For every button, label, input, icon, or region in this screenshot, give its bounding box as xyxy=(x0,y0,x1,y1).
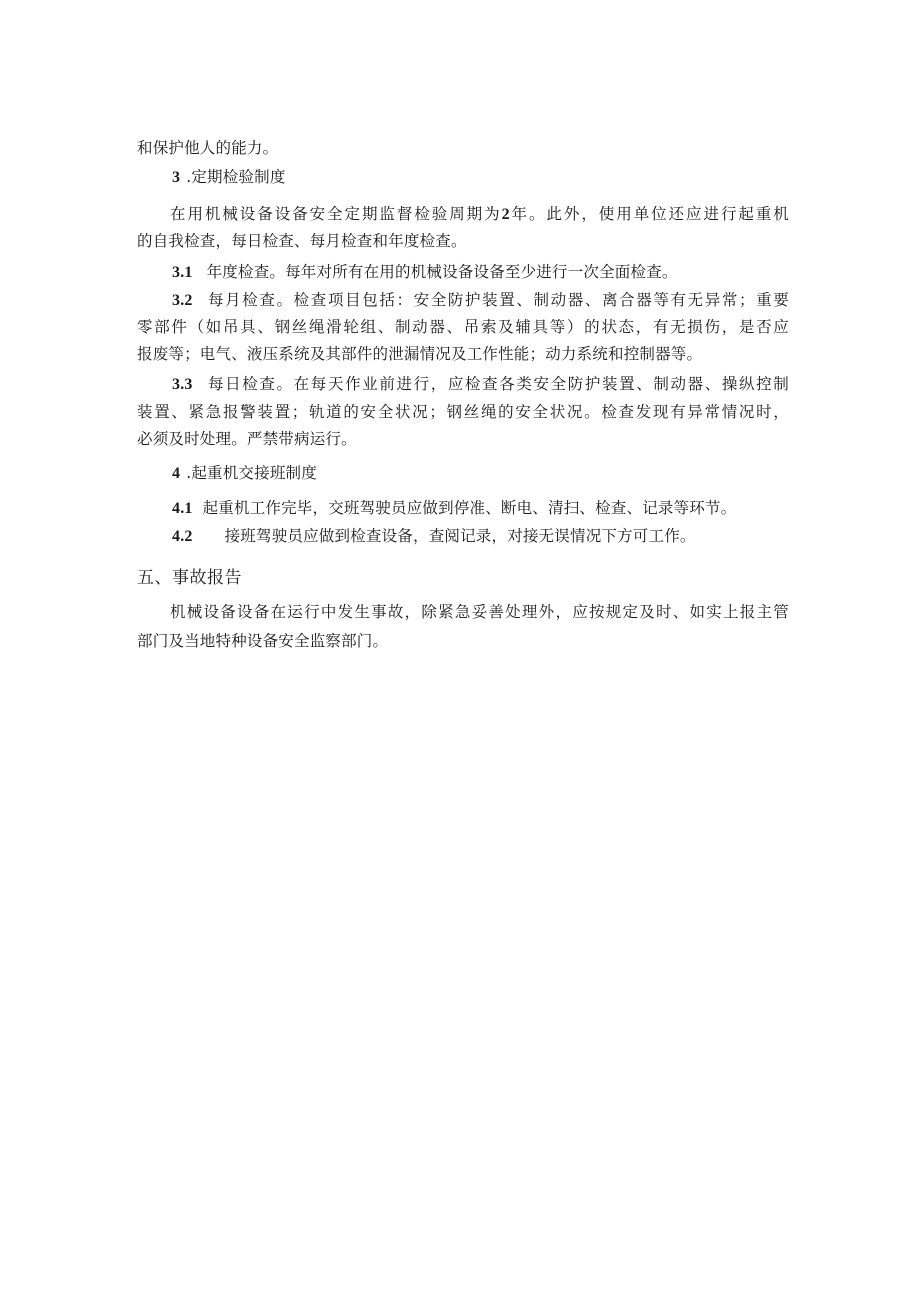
section-number: 3 xyxy=(172,169,181,186)
paragraph-line: 报废等；电气、液压系统及其部件的泄漏情况及工作性能；动力系统和控制器等。 xyxy=(137,345,703,363)
item-number: 3.3 xyxy=(172,376,193,393)
item-text: 每月检查。检查项目包括：安全防护装置、制动器、离合器等有无异常；重要 xyxy=(206,291,789,309)
section-3-heading xyxy=(172,167,824,188)
paragraph-line: 装置、紧急报警装置；轨道的安全状况；钢丝绳的安全状况。检查发现有异常情况时， xyxy=(137,403,789,421)
paragraph-line: 零部件（如吊具、钢丝绳滑轮组、制动器、吊索及辅具等）的状态，有无损伤，是否应 xyxy=(137,318,789,336)
paragraph-line: 机械设备设备在运行中发生事故，除紧急妥善处理外，应按规定及时、如实上报主管 xyxy=(170,603,789,621)
item-number: 4.2 xyxy=(172,528,193,545)
item-number: 3.2 xyxy=(172,292,193,309)
paragraph-continuation xyxy=(137,138,789,158)
section-number: 4 xyxy=(172,465,181,482)
item-number: 4.1 xyxy=(172,500,193,517)
text-line: 和保护他人的能力。 xyxy=(137,139,279,157)
section-title: 五、事故报告 xyxy=(137,568,242,588)
item-text: 接班驾驶员应做到检查设备，查阅记录，对接无误情况下方可工作。 xyxy=(224,527,696,545)
item-3-1 xyxy=(172,262,789,283)
paragraph-line: 的自我检查，每日检查、每月检查和年度检查。 xyxy=(137,232,467,250)
item-3-3 xyxy=(172,374,789,395)
inspection-period-value: 2 xyxy=(501,206,510,223)
paragraph-line: 部门及当地特种设备安全监察部门。 xyxy=(137,632,389,650)
section-4-heading xyxy=(172,463,824,484)
section-5-heading xyxy=(137,568,789,588)
section-title: .起重机交接班制度 xyxy=(186,464,317,482)
item-3-2 xyxy=(172,290,789,311)
item-text: 年度检查。每年对所有在用的机械设备设备至少进行一次全面检查。 xyxy=(206,263,678,281)
section-title: .定期检验制度 xyxy=(186,168,286,186)
item-text: 每日检查。在每天作业前进行，应检查各类安全防护装置、制动器、操纵控制 xyxy=(206,375,789,393)
paragraph-line: 在用机械设备设备安全定期监督检验周期为2年。此外，使用单位还应进行起重机 xyxy=(170,205,789,223)
paragraph-line: 必须及时处理。严禁带病运行。 xyxy=(137,430,357,448)
item-number: 3.1 xyxy=(172,264,193,281)
item-4-2 xyxy=(172,526,789,547)
item-4-1 xyxy=(172,498,789,519)
item-text: 起重机工作完毕，交班驾驶员应做到停准、断电、清扫、检查、记录等环节。 xyxy=(202,499,737,517)
